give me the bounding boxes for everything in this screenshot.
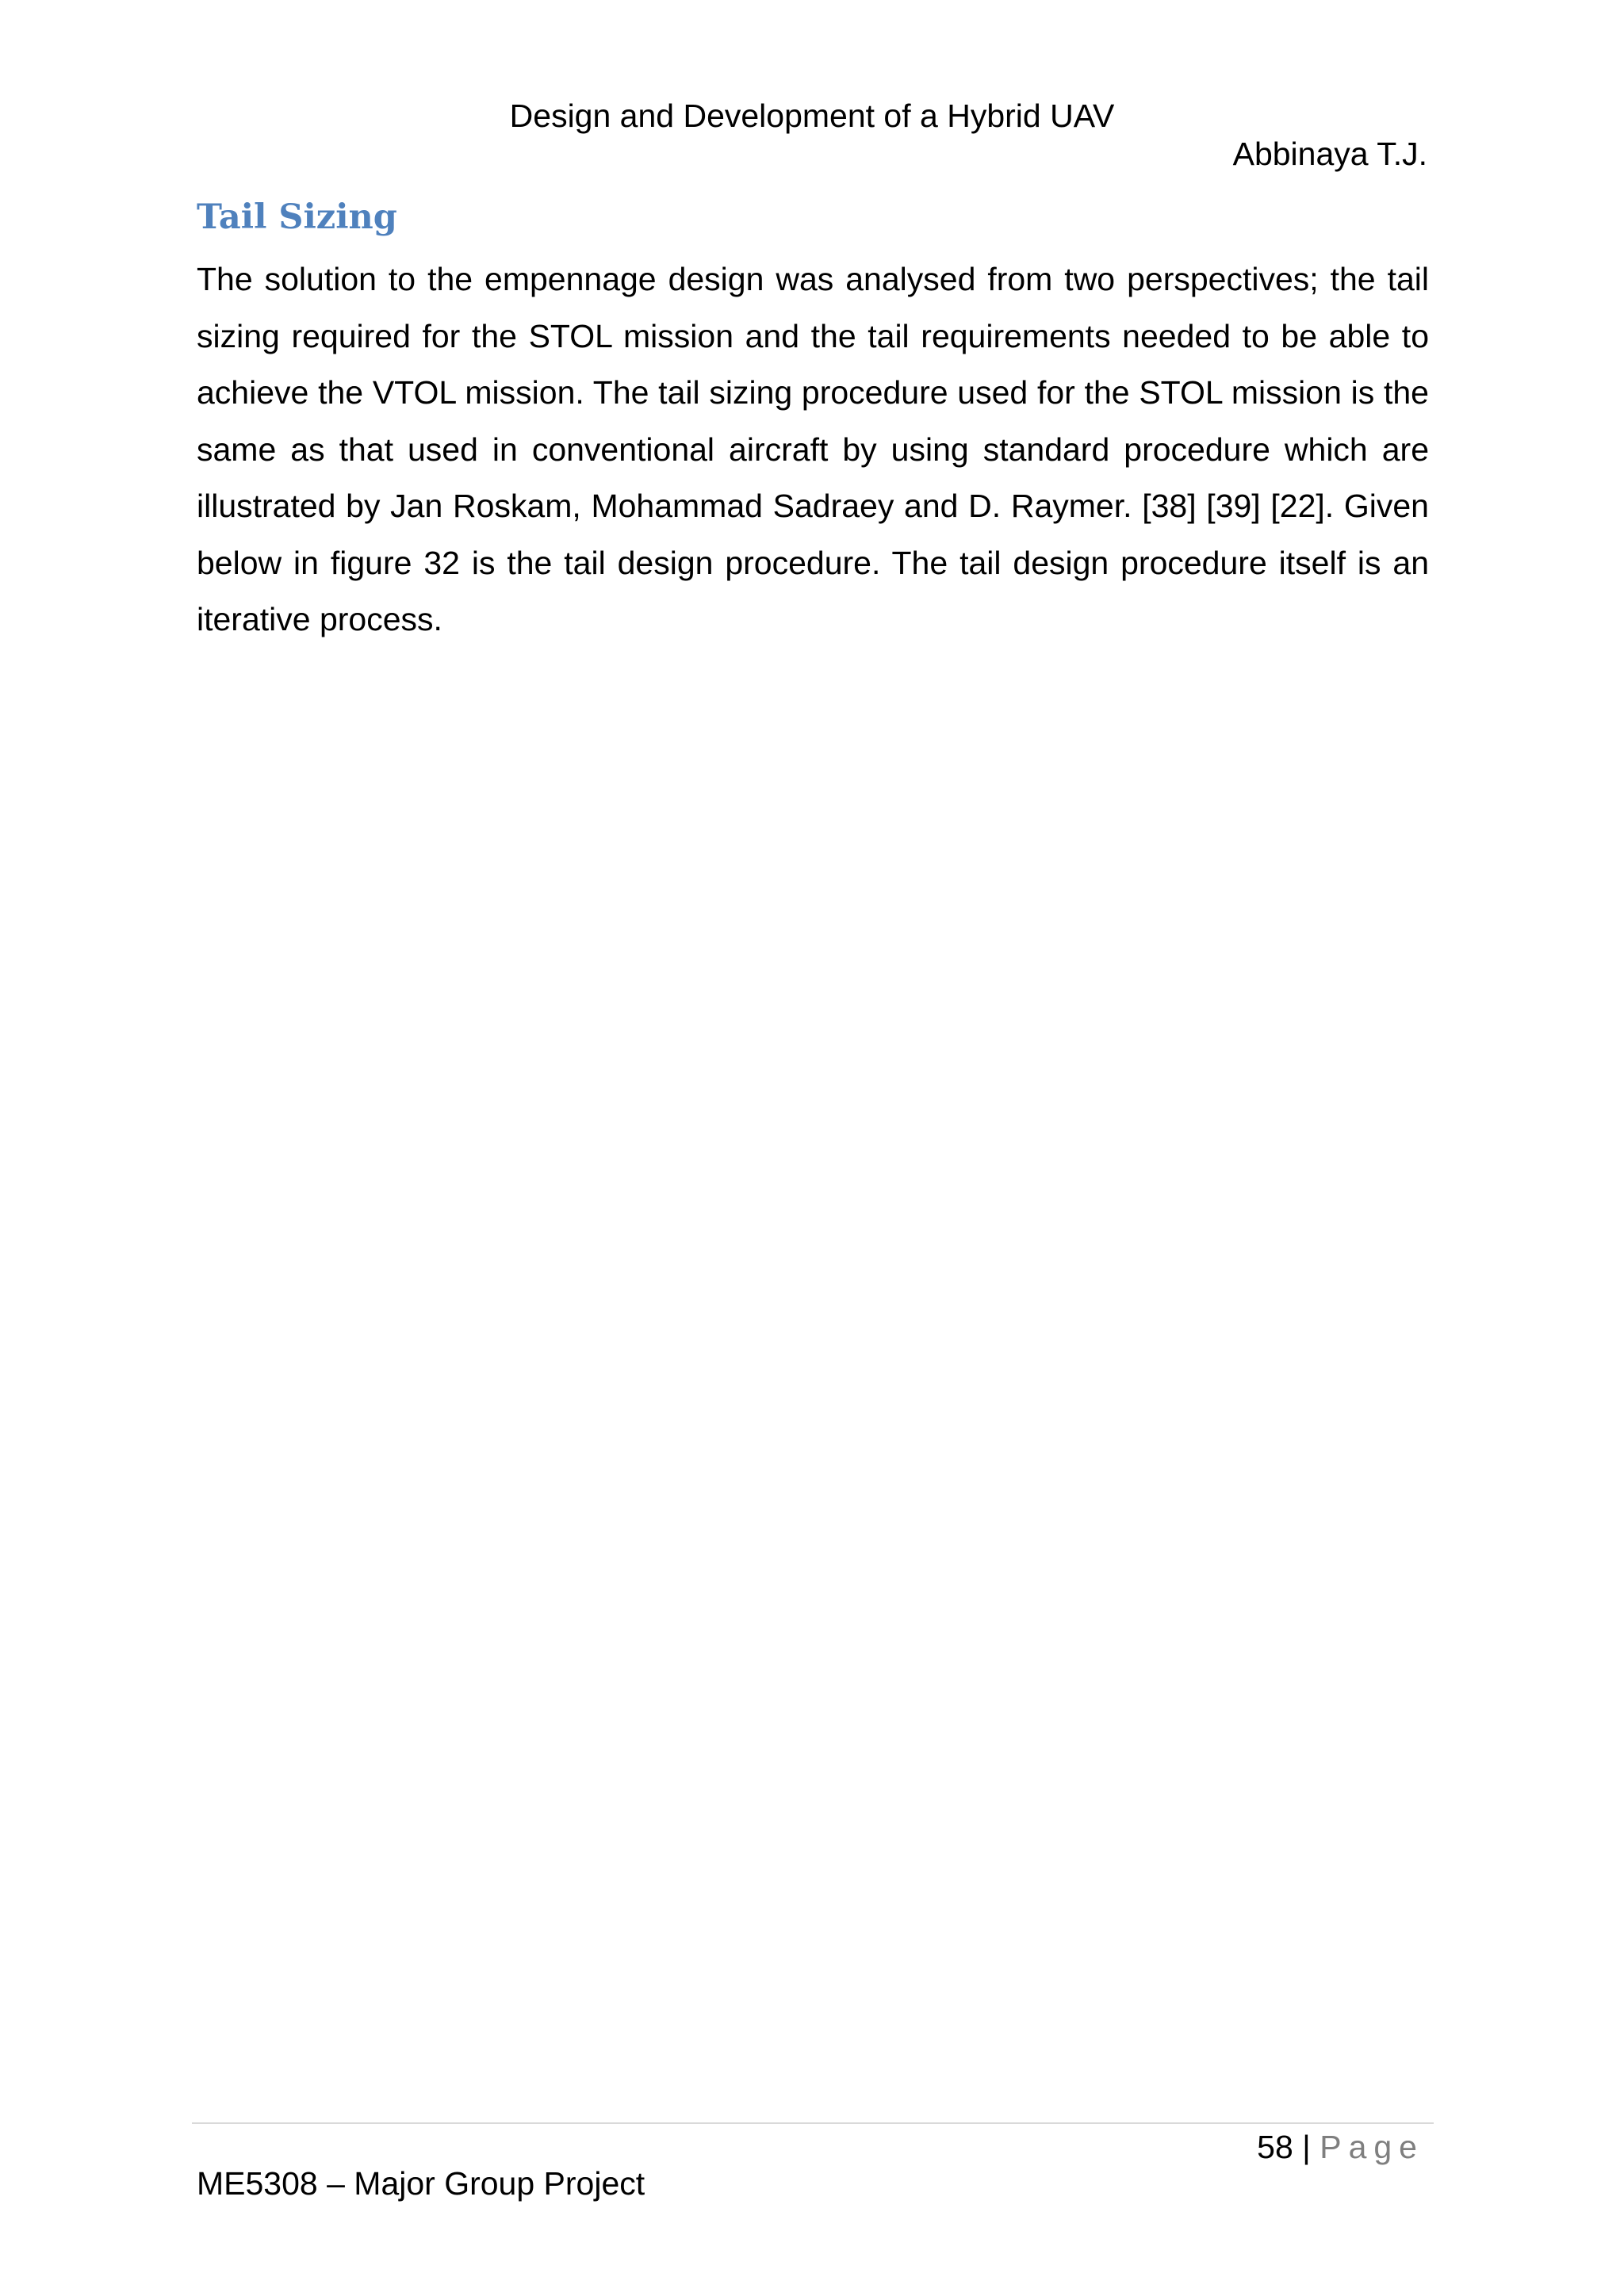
running-header-author: Abbinaya T.J. bbox=[1232, 136, 1427, 172]
footer-divider bbox=[192, 2122, 1434, 2124]
running-header-title: Design and Development of a Hybrid UAV bbox=[509, 98, 1115, 134]
footer-course-label: ME5308 – Major Group Project bbox=[197, 2165, 645, 2202]
page-number-separator: | bbox=[1302, 2129, 1311, 2165]
page-number-label: Page bbox=[1320, 2129, 1424, 2165]
page-number-value: 58 bbox=[1257, 2129, 1293, 2165]
body-paragraph: The solution to the empennage design was analysed from two perspectives; the tail sizing required for the STOL mission and the tail requirements needed to be able to achieve the VTOL mission. The tail sizing procedure used for the STOL mission is the same as that used in conventional aircraft by using standard procedure which are illustrated by Jan Roskam, Mohammad Sadraey and D. Raymer. [38] [39] [22]. Given below in figure 32 is the tail design procedure. The tail design procedure itself is an iterative process. bbox=[197, 261, 1429, 637]
page-number bbox=[1257, 2125, 1424, 2169]
section-heading: Tail Sizing bbox=[197, 197, 397, 237]
